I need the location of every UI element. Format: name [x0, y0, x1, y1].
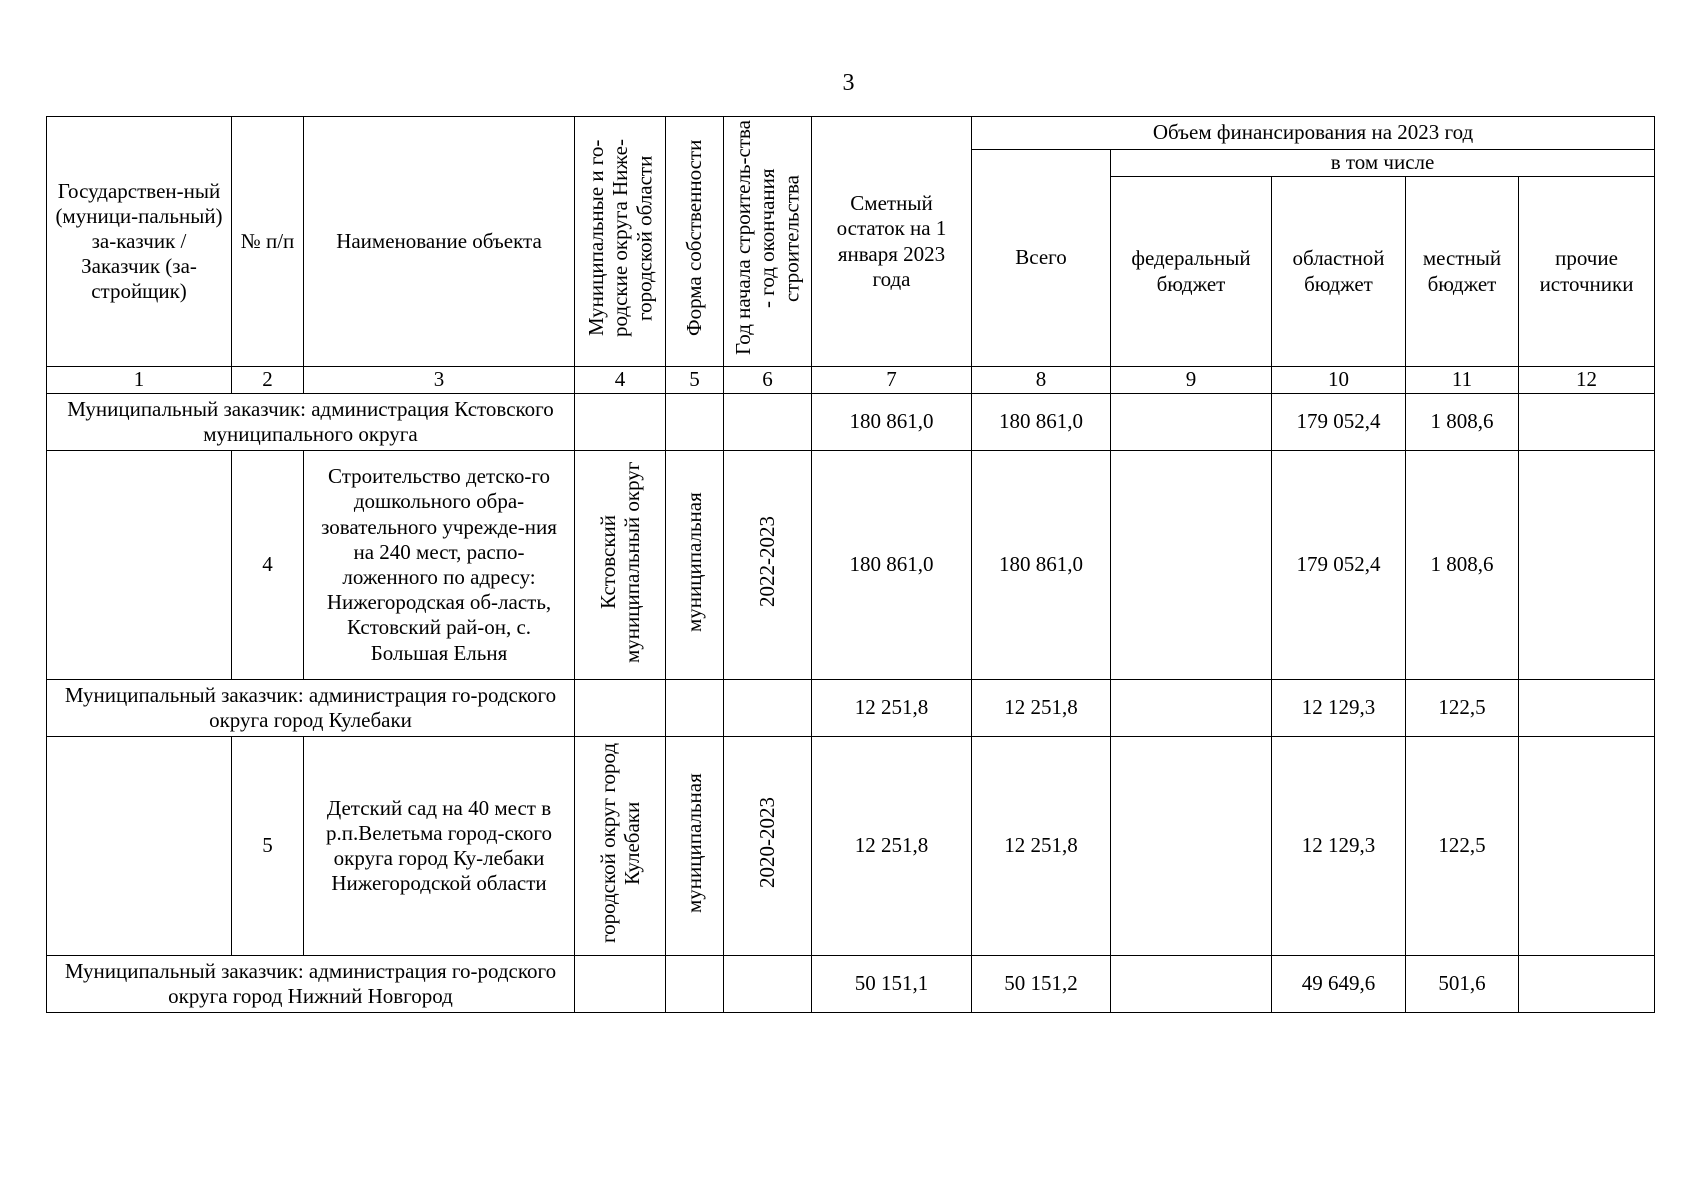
local-value: 122,5 [1406, 680, 1519, 737]
column-number: 10 [1272, 367, 1406, 394]
object-name: Детский сад на 40 мест в р.п.Велетьма город-ского округа город Ку-лебаки Нижегородской области [304, 737, 575, 956]
ownership-cell [666, 451, 724, 680]
ownership-form: муниципальная [682, 492, 707, 632]
header-years: Год начала строитель-ства - год окончания строительства [731, 120, 804, 356]
district-name: городской округ город Кулебаки [595, 742, 644, 943]
district-cell [575, 451, 666, 680]
header-row [47, 117, 1655, 150]
other-value [1519, 451, 1655, 680]
header-ownership: Форма собственности [682, 140, 707, 337]
header-years-cell [724, 117, 812, 367]
column-number: 4 [575, 367, 666, 394]
local-value: 1 808,6 [1406, 394, 1519, 451]
header-regional: областной бюджет [1272, 177, 1406, 367]
regional-value: 49 649,6 [1272, 956, 1406, 1013]
estimate-value: 180 861,0 [812, 394, 972, 451]
header-total: Всего [972, 150, 1111, 367]
header-funding-group: Объем финансирования на 2023 год [972, 117, 1655, 150]
object-name: Строительство детско-го дошкольного обра-зовательного учрежде-ния на 240 мест, распо-ложенного по адресу: Нижегородская об-ласть, Кстовский рай-он, с. Большая Ельня [304, 451, 575, 680]
column-number: 7 [812, 367, 972, 394]
header-estimate: Сметный остаток на 1 января 2023 года [812, 117, 972, 367]
district-name: Кстовский муниципальный округ [595, 461, 644, 663]
object-number: 4 [232, 451, 304, 680]
ownership-cell [666, 737, 724, 956]
federal-value [1111, 394, 1272, 451]
regional-value: 179 052,4 [1272, 451, 1406, 680]
column-number: 5 [666, 367, 724, 394]
customer-name: Муниципальный заказчик: администрация го-родского округа город Нижний Новгород [47, 956, 575, 1013]
column-number: 6 [724, 367, 812, 394]
federal-value [1111, 737, 1272, 956]
estimate-value: 12 251,8 [812, 680, 972, 737]
object-row [47, 737, 1655, 956]
local-value: 501,6 [1406, 956, 1519, 1013]
customer-row [47, 394, 1655, 451]
other-value [1519, 680, 1655, 737]
column-numbers-row [47, 367, 1655, 394]
total-value: 180 861,0 [972, 451, 1111, 680]
column-number: 9 [1111, 367, 1272, 394]
header-federal: федеральный бюджет [1111, 177, 1272, 367]
header-district: Муниципальные и го-родские округа Ниже-городской области [583, 139, 657, 338]
header-object-name: Наименование объекта [304, 117, 575, 367]
header-including: в том числе [1111, 150, 1655, 177]
federal-value [1111, 451, 1272, 680]
column-number: 1 [47, 367, 232, 394]
regional-value: 12 129,3 [1272, 680, 1406, 737]
estimate-value: 50 151,1 [812, 956, 972, 1013]
header-number: № п/п [232, 117, 304, 367]
other-value [1519, 737, 1655, 956]
other-value [1519, 956, 1655, 1013]
local-value: 1 808,6 [1406, 451, 1519, 680]
other-value [1519, 394, 1655, 451]
column-number: 8 [972, 367, 1111, 394]
customer-row [47, 956, 1655, 1013]
customer-name: Муниципальный заказчик: администрация Кстовского муниципального округа [47, 394, 575, 451]
total-value: 12 251,8 [972, 680, 1111, 737]
local-value: 122,5 [1406, 737, 1519, 956]
header-other: прочие источники [1519, 177, 1655, 367]
customer-row [47, 680, 1655, 737]
column-number: 2 [232, 367, 304, 394]
customer-name: Муниципальный заказчик: администрация го-родского округа город Кулебаки [47, 680, 575, 737]
regional-value: 179 052,4 [1272, 394, 1406, 451]
federal-value [1111, 680, 1272, 737]
regional-value: 12 129,3 [1272, 737, 1406, 956]
construction-years: 2020-2023 [755, 797, 780, 889]
header-district-cell [575, 117, 666, 367]
header-ownership-cell [666, 117, 724, 367]
object-number: 5 [232, 737, 304, 956]
years-cell [724, 737, 812, 956]
header-customer: Государствен-ный (муници-пальный) за-казчик / Заказчик (за-стройщик) [47, 117, 232, 367]
ownership-form: муниципальная [682, 773, 707, 913]
column-number: 11 [1406, 367, 1519, 394]
total-value: 180 861,0 [972, 394, 1111, 451]
page-number: 3 [842, 70, 855, 96]
financing-table [46, 116, 1655, 1013]
object-row [47, 451, 1655, 680]
total-value: 12 251,8 [972, 737, 1111, 956]
district-cell [575, 737, 666, 956]
years-cell [724, 451, 812, 680]
estimate-value: 12 251,8 [812, 737, 972, 956]
federal-value [1111, 956, 1272, 1013]
column-number: 12 [1519, 367, 1655, 394]
header-local: местный бюджет [1406, 177, 1519, 367]
total-value: 50 151,2 [972, 956, 1111, 1013]
construction-years: 2022-2023 [755, 516, 780, 608]
column-number: 3 [304, 367, 575, 394]
estimate-value: 180 861,0 [812, 451, 972, 680]
